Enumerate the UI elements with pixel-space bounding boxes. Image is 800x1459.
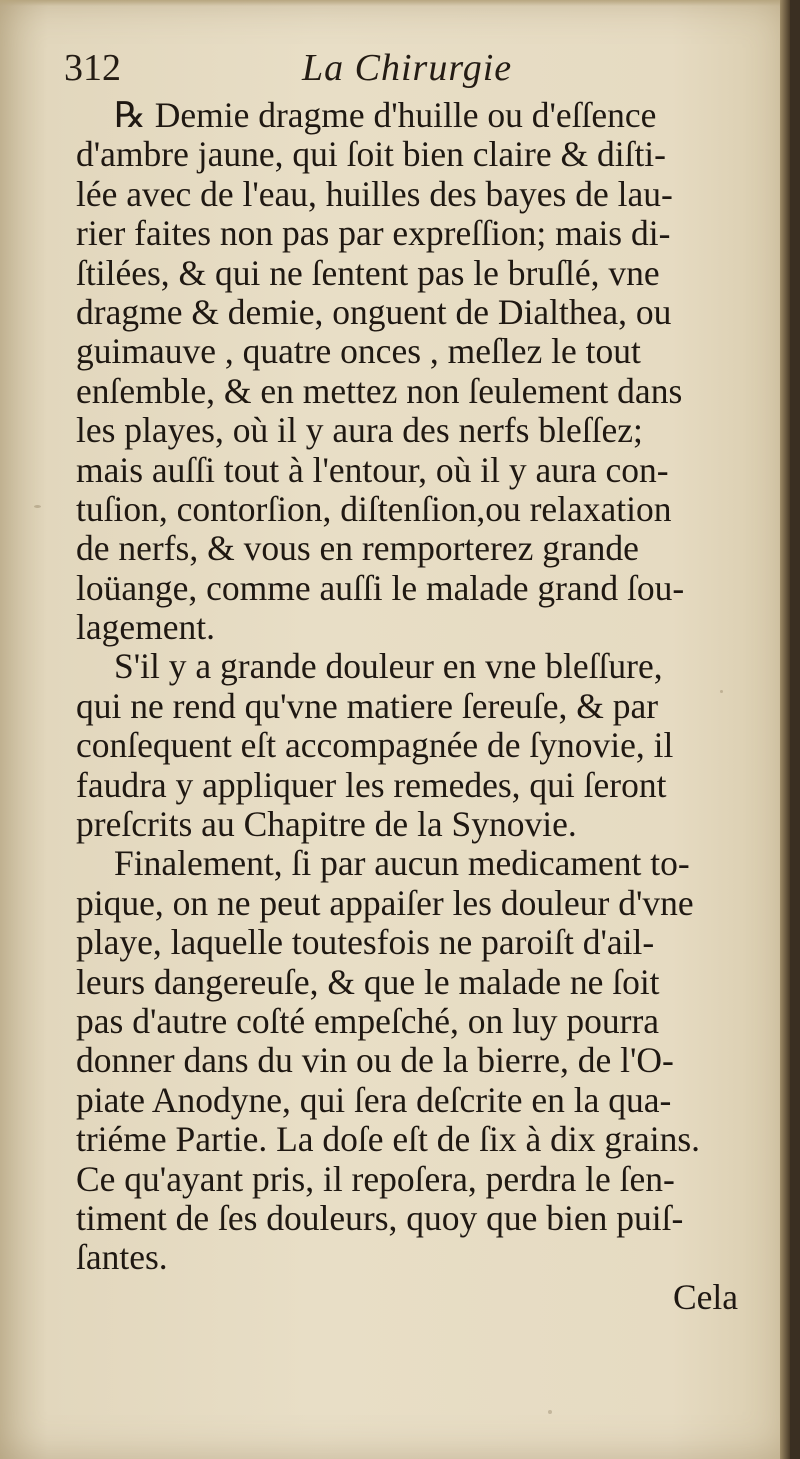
text-line: les playes, où il y aura des nerfs bleſſez; bbox=[76, 410, 643, 451]
text-line: Finalement, ſi par aucun medicament to- bbox=[114, 843, 690, 884]
text-line: mais auſſi tout à l'entour, où il y aura con- bbox=[76, 449, 669, 490]
text-line: Ce qu'ayant pris, il repoſera, perdra le ſen- bbox=[76, 1158, 675, 1199]
paper-speck bbox=[34, 505, 41, 508]
paper-speck bbox=[548, 1410, 552, 1414]
text-line: rier faites non pas par expreſſion; mais di- bbox=[76, 213, 671, 254]
text-line: triéme Partie. La doſe eſt de ſix à dix grains. bbox=[76, 1119, 701, 1160]
text-line: donner dans du vin ou de la bierre, de l'O- bbox=[76, 1040, 674, 1081]
catchword-row bbox=[76, 1278, 766, 1317]
paper-speck bbox=[720, 690, 723, 693]
page-header bbox=[64, 46, 764, 96]
text-line: de nerfs, & vous en remporterez grande bbox=[76, 528, 639, 569]
text-line: timent de ſes douleurs, quoy que bien puiſ- bbox=[76, 1197, 684, 1238]
text-line: conſequent eſt accompagnée de ſynovie, il bbox=[76, 725, 674, 766]
text-line: lagement. bbox=[76, 607, 215, 648]
body-text bbox=[76, 96, 766, 1317]
page-number: 312 bbox=[64, 47, 121, 89]
text-line: leurs dangereuſe, & que le malade ne ſoit bbox=[76, 961, 660, 1002]
text-line: preſcrits au Chapitre de la Synovie. bbox=[76, 804, 577, 845]
text-line: lée avec de l'eau, huilles des bayes de lau- bbox=[76, 173, 673, 214]
text-line: guimauve , quatre onces , meſlez le tout bbox=[76, 331, 641, 372]
running-title: La Chirurgie bbox=[302, 47, 513, 89]
catchword: Cela bbox=[672, 1276, 738, 1317]
text-line: S'il y a grande douleur en vne bleſſure, bbox=[114, 646, 663, 687]
text-line: dragme & demie, onguent de Dialthea, ou bbox=[76, 291, 672, 332]
page-right-edge bbox=[780, 0, 790, 1459]
text-line: tuſion, contorſion, diſtenſion,ou relaxation bbox=[76, 488, 672, 529]
text-line: piate Anodyne, qui ſera deſcrite en la qua- bbox=[76, 1079, 672, 1120]
text-line: qui ne rend qu'vne matiere ſereuſe, & par bbox=[76, 685, 659, 726]
text-line: enſemble, & en mettez non ſeulement dans bbox=[76, 370, 683, 411]
text-line: loüange, comme auſſi le malade grand ſou- bbox=[76, 567, 685, 608]
text-line: d'ambre jaune, qui ſoit bien claire & diſti- bbox=[76, 134, 666, 175]
text-line: ſantes. bbox=[76, 1237, 168, 1278]
text-line: faudra y appliquer les remedes, qui ſeront bbox=[76, 764, 667, 805]
text-line: pas d'autre coſté empeſché, on luy pourra bbox=[76, 1000, 660, 1041]
text-line: ſtilées, & qui ne ſentent pas le bruſlé, vne bbox=[76, 252, 660, 293]
text-line: playe, laquelle toutesfois ne paroiſt d'ail- bbox=[76, 922, 655, 963]
text-line: pique, on ne peut appaiſer les douleur d'vne bbox=[76, 882, 694, 923]
text-line: ℞ Demie dragme d'huille ou d'eſſence bbox=[114, 95, 657, 135]
page-top-edge bbox=[0, 0, 790, 6]
